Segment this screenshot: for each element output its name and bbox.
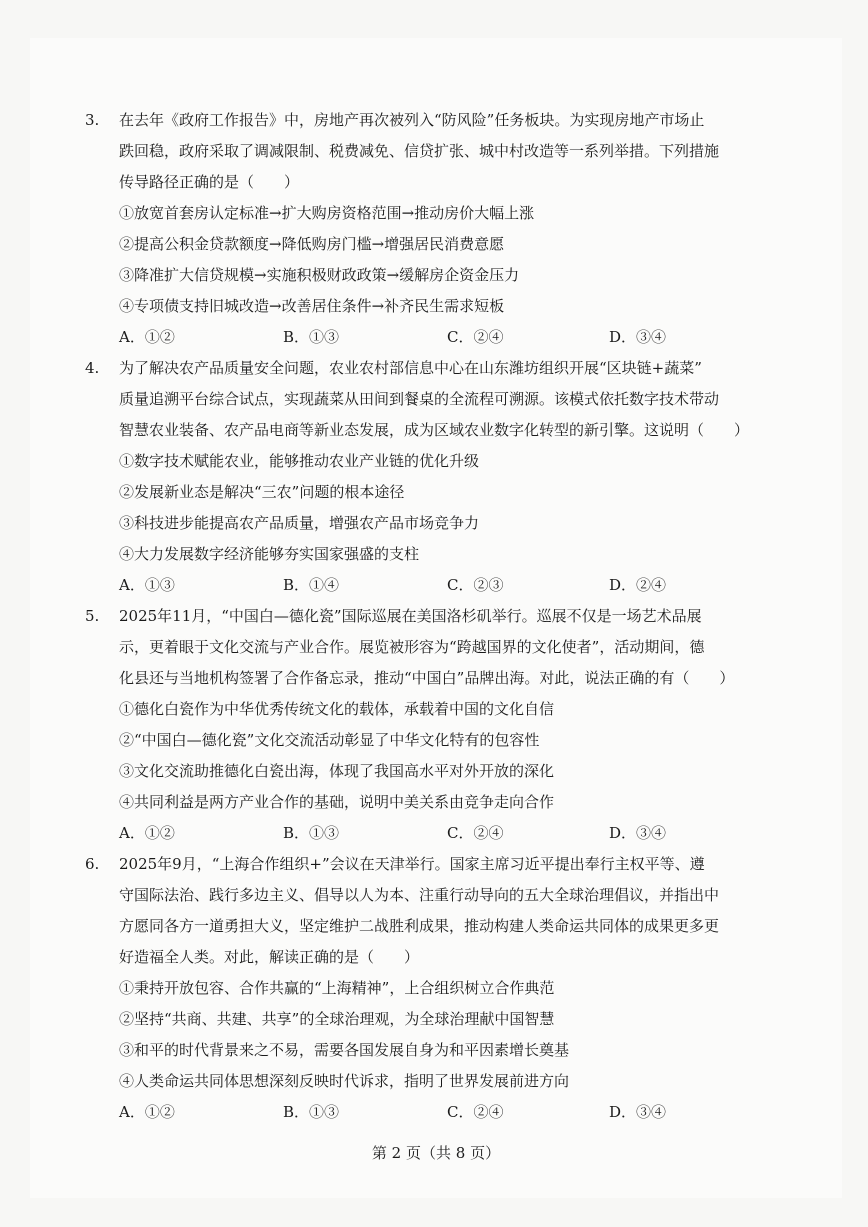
statement: ②提高公积金贷款额度→降低购房门槛→增强居民消费意愿: [119, 235, 505, 253]
option-d: D．③④: [609, 824, 667, 842]
option-d: D．②④: [609, 576, 667, 594]
question-number: 6.: [85, 855, 100, 873]
statement: ①秉持开放包容、合作共赢的“上海精神”，上合组织树立合作典范: [119, 979, 555, 997]
question-text-line: 好造福全人类。对此，解读正确的是（ ）: [119, 948, 420, 966]
option-c: C．②③: [447, 576, 504, 594]
question-text-line: 为了解决农产品质量安全问题，农业农村部信息中心在山东潍坊组织开展“区块链+蔬菜”: [119, 359, 702, 377]
statement: ④人类命运共同体思想深刻反映时代诉求，指明了世界发展前进方向: [119, 1072, 570, 1090]
option-a: A．①②: [119, 824, 175, 842]
option-d: D．③④: [609, 328, 667, 346]
statement: ②发展新业态是解决“三农”问题的根本途径: [119, 483, 405, 501]
answer-options: [119, 818, 769, 849]
question-text-line: 在去年《政府工作报告》中，房地产再次被列入“防风险”任务板块。为实现房地产市场止: [119, 111, 705, 129]
question-text-line: 跌回稳，政府采取了调减限制、税费减免、信贷扩张、城中村改造等一系列举措。下列措施: [119, 142, 720, 160]
statement: ③科技进步能提高农产品质量，增强农产品市场竞争力: [119, 514, 480, 532]
exam-page: [30, 38, 842, 1198]
statement: ②坚持“共商、共建、共享”的全球治理观，为全球治理献中国智慧: [119, 1010, 555, 1028]
question-text-line: 质量追溯平台综合试点，实现蔬菜从田间到餐桌的全流程可溯源。该模式依托数字技术带动: [119, 390, 720, 408]
question-text-line: 2025年11月，“中国白—德化瓷”国际巡展在美国洛杉矶举行。巡展不仅是一场艺术品展: [119, 607, 702, 625]
option-a: A．①②: [119, 1103, 175, 1121]
statement: ①数字技术赋能农业，能够推动农业产业链的优化升级: [119, 452, 480, 470]
option-b: B．①④: [283, 576, 340, 594]
question-text-line: 传导路径正确的是（ ）: [119, 173, 300, 191]
statement: ④共同利益是两方产业合作的基础，说明中美关系由竞争走向合作: [119, 793, 555, 811]
question-text-line: 示，更着眼于文化交流与产业合作。展览被形容为“跨越国界的文化使者”，活动期间，德: [119, 638, 705, 656]
question-number: 5.: [85, 607, 100, 625]
option-b: B．①③: [283, 328, 340, 346]
question-text-line: 方愿同各方一道勇担大义，坚定维护二战胜利成果，推动构建人类命运共同体的成果更多更: [119, 917, 720, 935]
question-text-line: 化县还与当地机构签署了合作备忘录，推动“中国白”品牌出海。对此，说法正确的有（ ）: [119, 669, 735, 687]
question-number: 3.: [85, 111, 100, 129]
statement: ①德化白瓷作为中华优秀传统文化的载体，承载着中国的文化自信: [119, 700, 555, 718]
option-a: A．①③: [119, 576, 175, 594]
answer-options: [119, 322, 769, 353]
option-c: C．②④: [447, 824, 504, 842]
page-footer: 第 2 页（共 8 页）: [371, 1144, 501, 1162]
option-b: B．①③: [283, 824, 340, 842]
question-text-line: 2025年9月，“上海合作组织+”会议在天津举行。国家主席习近平提出奉行主权平等、遵: [119, 855, 705, 873]
option-c: C．②④: [447, 328, 504, 346]
option-b: B．①③: [283, 1103, 340, 1121]
statement: ④专项债支持旧城改造→改善居住条件→补齐民生需求短板: [119, 297, 505, 315]
option-c: C．②④: [447, 1103, 504, 1121]
statement: ③和平的时代背景来之不易，需要各国发展自身为和平因素增长奠基: [119, 1041, 570, 1059]
option-d: D．③④: [609, 1103, 667, 1121]
statement: ②“中国白—德化瓷”文化交流活动彰显了中华文化特有的包容性: [119, 731, 540, 749]
statement: ③文化交流助推德化白瓷出海，体现了我国高水平对外开放的深化: [119, 762, 555, 780]
question-text-line: 守国际法治、践行多边主义、倡导以人为本、注重行动导向的五大全球治理倡议，并指出中: [119, 886, 720, 904]
statement: ④大力发展数字经济能够夯实国家强盛的支柱: [119, 545, 420, 563]
answer-options: [119, 1097, 769, 1128]
option-a: A．①②: [119, 328, 175, 346]
statement: ③降准扩大信贷规模→实施积极财政政策→缓解房企资金压力: [119, 266, 520, 284]
answer-options: [119, 570, 769, 601]
question-number: 4.: [85, 359, 100, 377]
statement: ①放宽首套房认定标准→扩大购房资格范围→推动房价大幅上涨: [119, 204, 535, 222]
question-text-line: 智慧农业装备、农产品电商等新业态发展，成为区域农业数字化转型的新引擎。这说明（ ）: [119, 421, 750, 439]
